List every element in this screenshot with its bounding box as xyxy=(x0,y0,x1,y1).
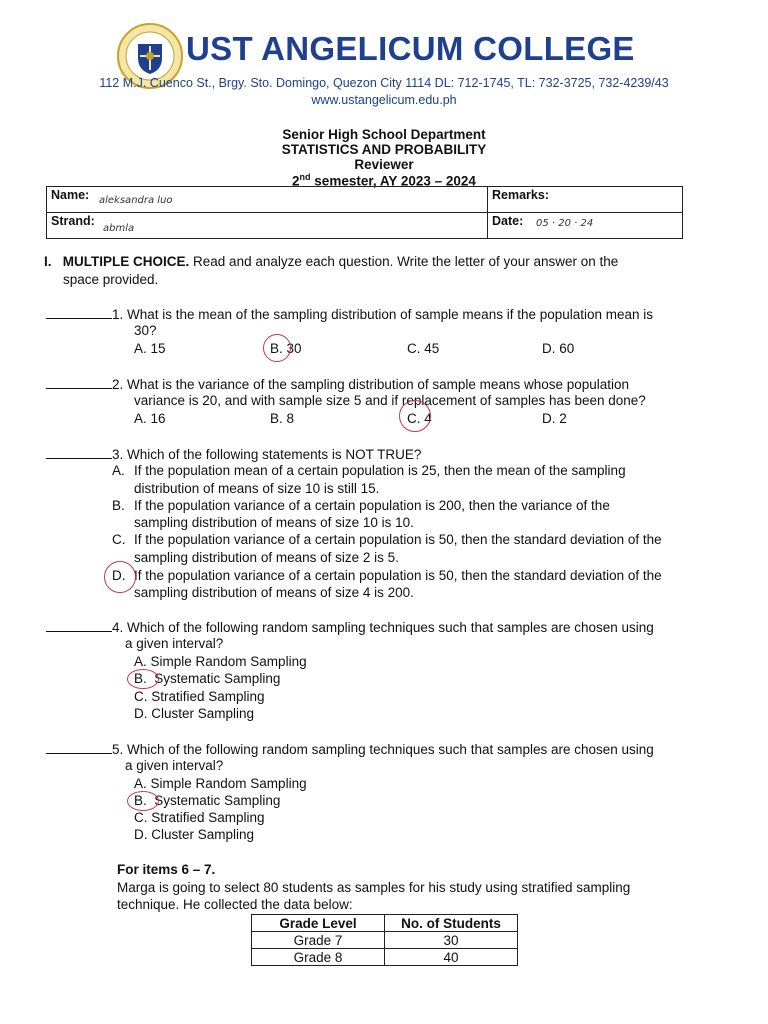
q3-choice-c-letter: C. xyxy=(112,532,126,547)
question-3: 3. Which of the following statements is NOT TRUE? xyxy=(46,446,421,462)
section-heading: I. MULTIPLE CHOICE. Read and analyze each question. Write the letter of your answer on the xyxy=(44,254,619,269)
items-6-7-heading: For items 6 – 7. xyxy=(117,862,216,877)
grade-cell: Grade 8 xyxy=(252,949,385,966)
items-6-7-text: Marga is going to select 80 students as samples for his study using stratified sampling xyxy=(117,880,631,895)
question-2-cont: variance is 20, and with sample size 5 and if replacement of samples has been done? xyxy=(134,393,646,408)
document-type: Reviewer xyxy=(354,157,414,172)
q2-choice-d: D. 2 xyxy=(542,411,567,426)
strand-label: Strand: xyxy=(51,214,95,228)
name-label: Name: xyxy=(51,188,90,202)
q1-answer-circle xyxy=(263,334,291,362)
q2-choice-b: B. 8 xyxy=(270,411,295,426)
q3-answer-circle xyxy=(104,561,136,593)
strand-value: abmla xyxy=(103,223,135,234)
question-5-cont: a given interval? xyxy=(125,758,224,773)
q4-answer-circle xyxy=(127,669,159,689)
college-name: UST ANGELICUM COLLEGE xyxy=(186,30,635,67)
q3-choice-c-cont: sampling distribution of means of size 2 is 5. xyxy=(134,550,399,565)
question-4-cont: a given interval? xyxy=(125,636,224,651)
question-5: 5. Which of the following random sampling techniques such that samples are chosen using xyxy=(46,741,654,757)
items-6-7-text-cont: technique. He collected the data below: xyxy=(117,897,353,912)
date-value: 05 · 20 · 24 xyxy=(536,218,594,229)
answer-blank-5[interactable] xyxy=(46,741,112,754)
q5-answer-circle xyxy=(127,791,159,811)
q1-choice-c: C. 45 xyxy=(407,341,440,356)
q3-choice-b-letter: B. xyxy=(112,498,125,513)
q2-choice-c: C. 4 xyxy=(407,411,432,426)
date-label: Date: xyxy=(492,214,524,228)
grade-cell: Grade 7 xyxy=(252,932,385,949)
q3-choice-d-cont: sampling distribution of means of size 4 is 200. xyxy=(134,585,414,600)
college-website: www.ustangelicum.edu.ph xyxy=(311,93,457,107)
department-title: Senior High School Department xyxy=(282,127,486,142)
remarks-label: Remarks: xyxy=(492,188,549,202)
q3-choice-a-letter: A. xyxy=(112,463,125,478)
answer-blank-1[interactable] xyxy=(46,306,112,319)
q1-choice-a: A. 15 xyxy=(134,341,166,356)
count-cell: 40 xyxy=(385,949,518,966)
question-1: 1. What is the mean of the sampling distribution of sample means if the population mean is xyxy=(46,306,653,322)
q5-choice-d: D. Cluster Sampling xyxy=(134,827,255,842)
student-info-table xyxy=(46,186,683,239)
count-cell: 30 xyxy=(385,932,518,949)
q2-choice-a: A. 16 xyxy=(134,411,166,426)
answer-blank-3[interactable] xyxy=(46,446,112,459)
student-count-header: No. of Students xyxy=(385,915,518,932)
table-row xyxy=(252,932,518,949)
q1-choice-b: B. 30 xyxy=(270,341,302,356)
q5-choice-c: C. Stratified Sampling xyxy=(134,810,265,825)
strand-cell[interactable] xyxy=(47,213,488,239)
q3-choice-b: If the population variance of a certain population is 200, then the variance of the xyxy=(134,498,610,513)
subject-title: STATISTICS AND PROBABILITY xyxy=(281,142,487,157)
q3-choice-a: If the population mean of a certain population is 25, then the mean of the sampling xyxy=(134,463,626,478)
q5-choice-b: B. Systematic Sampling xyxy=(134,793,281,808)
grade-level-table xyxy=(251,914,518,966)
q1-choice-d: D. 60 xyxy=(542,341,575,356)
q2-answer-circle xyxy=(399,400,431,432)
question-1-cont: 30? xyxy=(134,323,157,338)
semester-line: 2nd semester, AY 2023 – 2024 xyxy=(292,172,476,189)
answer-blank-4[interactable] xyxy=(46,619,112,632)
q3-choice-d-letter: D. xyxy=(112,568,126,583)
question-4: 4. Which of the following random sampling techniques such that samples are chosen using xyxy=(46,619,654,635)
q3-choice-a-cont: distribution of means of size 10 is still 15. xyxy=(134,481,380,496)
q3-choice-c: If the population variance of a certain population is 50, then the standard deviation of the xyxy=(134,532,662,547)
name-cell[interactable] xyxy=(47,187,488,213)
q3-choice-b-cont: sampling distribution of means of size 10 is 10. xyxy=(134,515,414,530)
grade-level-header: Grade Level xyxy=(252,915,385,932)
question-2: 2. What is the variance of the sampling distribution of sample means whose population xyxy=(46,376,629,392)
q4-choice-b: B. Systematic Sampling xyxy=(134,671,281,686)
q3-choice-d: If the population variance of a certain population is 50, then the standard deviation of the xyxy=(134,568,662,583)
college-address: 112 M.J. Cuenco St., Brgy. Sto. Domingo, Quezon City 1114 DL: 712-1745, TL: 732-3725, 732-4239/43 xyxy=(99,76,669,90)
q4-choice-d: D. Cluster Sampling xyxy=(134,706,255,721)
remarks-cell[interactable] xyxy=(488,187,683,213)
table-row xyxy=(252,949,518,966)
q4-choice-a: A. Simple Random Sampling xyxy=(134,654,307,669)
q5-choice-a: A. Simple Random Sampling xyxy=(134,776,307,791)
section-instruction-cont: space provided. xyxy=(63,272,159,287)
date-cell[interactable] xyxy=(488,213,683,239)
q4-choice-c: C. Stratified Sampling xyxy=(134,689,265,704)
name-value: aleksandra luo xyxy=(99,195,173,206)
answer-blank-2[interactable] xyxy=(46,376,112,389)
